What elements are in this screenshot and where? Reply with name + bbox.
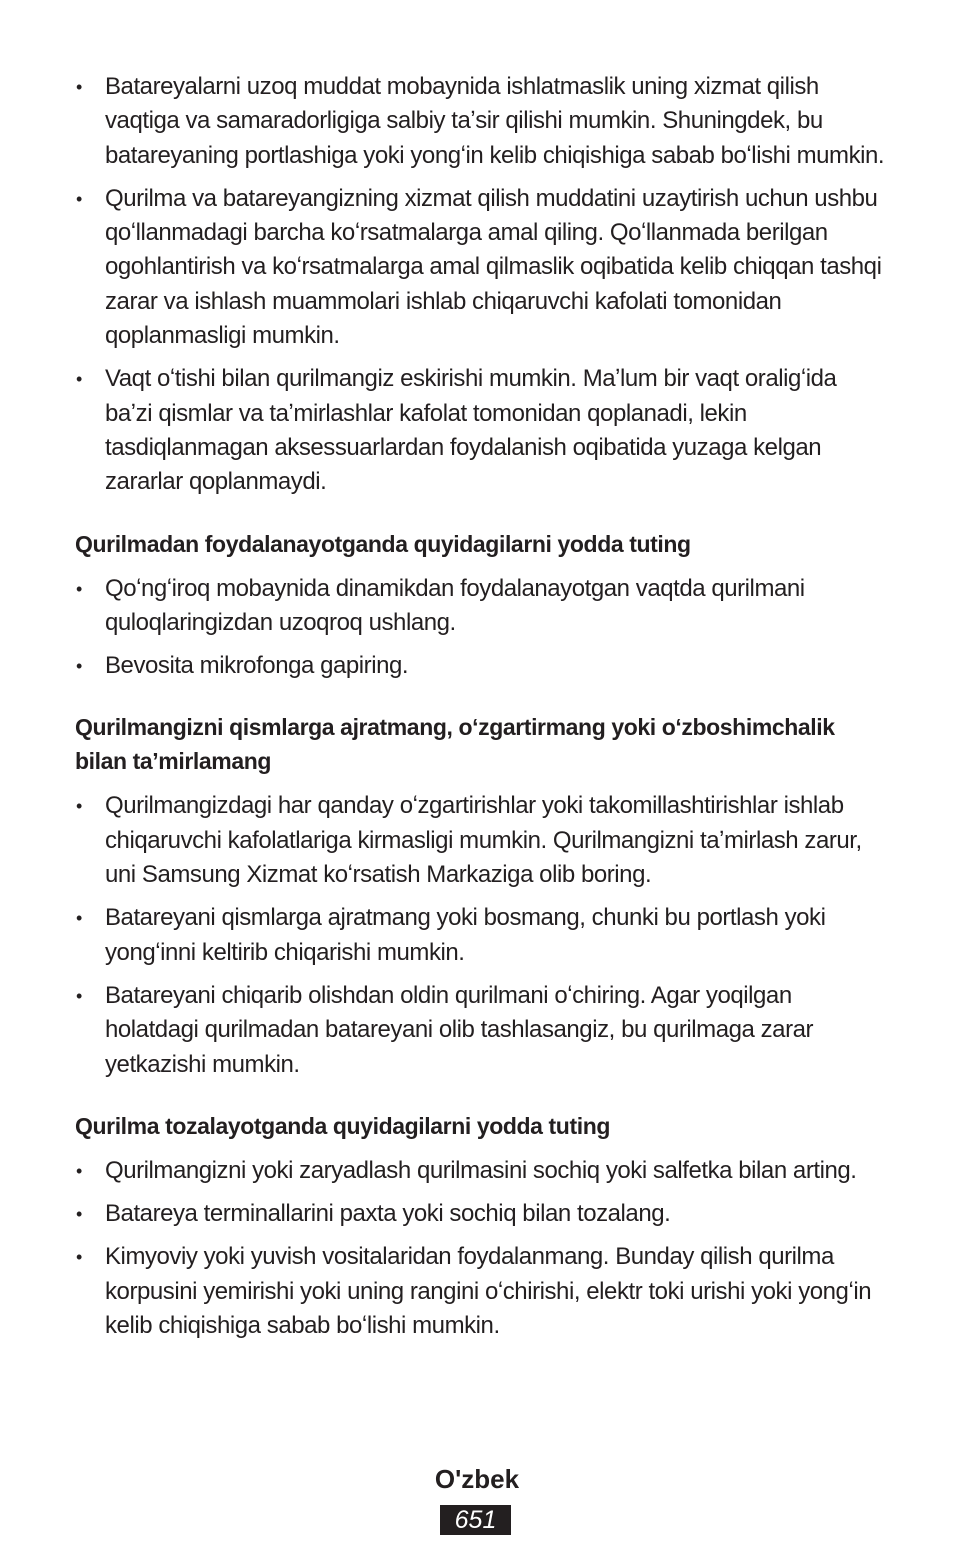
list-item	[75, 649, 885, 683]
list-item-text: Bevosita mikrofonga gapiring.	[105, 652, 409, 680]
list-item-text: Qurilma va batareyangizning xizmat qilish muddatini uzaytirish uchun ushbu qoʻllanmadagi barcha koʻrsatmalarga amal qiling. Qoʻllanmada berilgan ogohlantirish va koʻrsatmalarga amal qilmaslik oqibatida kelib chiqqan tashqi zarar va ishlash muammolari ishlab chiqaruvchi kafolati tomonidan qoplanmasligi mumkin.	[105, 184, 882, 350]
list-item-text: Batareyani chiqarib olishdan oldin qurilmani oʻchiring. Agar yoqilgan holatdagi qurilmadan batareyani olib tashlasangiz, bu qurilmaga zarar yetkazishi mumkin.	[105, 981, 814, 1078]
list-item-text: Qurilmangizdagi har qanday oʻzgartirishlar yoki takomillashtirishlar ishlab chiqaruvchi kafolatlariga kirmasligi mumkin. Qurilmangizni taʼmirlash zarur, uni Samsung Xizmat koʻrsatish Markaziga olib boring.	[105, 792, 862, 889]
bullet-icon: •	[76, 1204, 82, 1225]
list-item-text: Kimyoviy yoki yuvish vositalaridan foydalanmang. Bunday qilish qurilma korpusini yemirishi yoki uning rangini oʻchirishi, elektr toki urishi yoki yongʻin kelib chiqishiga sabab boʻlishi mumkin.	[105, 1243, 872, 1340]
list-item	[75, 362, 885, 499]
list-item	[75, 1154, 885, 1188]
list-item	[75, 1197, 885, 1231]
bullet-icon: •	[76, 369, 82, 390]
list-item	[75, 789, 885, 892]
list-item	[75, 1240, 885, 1343]
page-number: 651	[440, 1505, 511, 1535]
bullet-icon: •	[76, 908, 82, 929]
list-item-text: Vaqt oʻtishi bilan qurilmangiz eskirishi mumkin. Maʼlum bir vaqt oraligʻida baʼzi qismlar va taʼmirlashlar kafolat tomonidan qoplanadi, lekin tasdiqlanmagan aksessuarlardan foydalanish oqibatida yuzaga kelgan zararlar qoplanmaydi.	[105, 365, 837, 496]
bullet-list	[75, 1154, 885, 1343]
bullet-icon: •	[76, 656, 82, 677]
list-item	[75, 572, 885, 641]
list-item	[75, 182, 885, 353]
bullet-icon: •	[76, 1160, 82, 1181]
section-heading: Qurilma tozalayotganda quyidagilarni yodda tuting	[75, 1112, 611, 1139]
section-heading: Qurilmadan foydalanayotganda quyidagilarni yodda tuting	[75, 530, 691, 557]
bullet-icon: •	[76, 796, 82, 817]
list-item	[75, 901, 885, 970]
page-content	[75, 70, 885, 1352]
list-item-text: Batareyani qismlarga ajratmang yoki bosmang, chunki bu portlash yoki yongʻinni keltirib chiqarishi mumkin.	[105, 904, 826, 966]
bullet-icon: •	[76, 1247, 82, 1268]
bullet-icon: •	[76, 77, 82, 97]
bullet-list	[75, 572, 885, 684]
bullet-icon: •	[76, 985, 82, 1006]
bullet-list	[75, 70, 885, 500]
list-item	[75, 979, 885, 1082]
bullet-icon: •	[76, 188, 82, 209]
list-item-text: Batareya terminallarini paxta yoki sochiq bilan tozalang.	[105, 1200, 671, 1228]
list-item-text: Qoʻngʻiroq mobaynida dinamikdan foydalanayotgan vaqtda qurilmani quloqlaringizdan uzoqroq ushlang.	[105, 574, 805, 636]
bullet-icon: •	[76, 578, 82, 599]
list-item-text: Qurilmangizni yoki zaryadlash qurilmasini sochiq yoki salfetka bilan arting.	[105, 1156, 857, 1184]
bullet-list	[75, 789, 885, 1081]
list-item	[75, 70, 885, 173]
list-item-text: Batareyalarni uzoq muddat mobaynida ishlatmaslik uning xizmat qilish vaqtiga va samaradorligiga salbiy taʼsir qilishi mumkin. Shuningdek, bu batareyaning portlashiga yoki yongʻin kelib chiqishiga sabab boʻlishi mumkin.	[105, 73, 885, 169]
section-heading: Qurilmangizni qismlarga ajratmang, oʻzgartirmang yoki oʻzboshimchalik bilan taʼmirlamang	[75, 714, 835, 775]
footer-language-label: O'zbek	[434, 1464, 520, 1494]
